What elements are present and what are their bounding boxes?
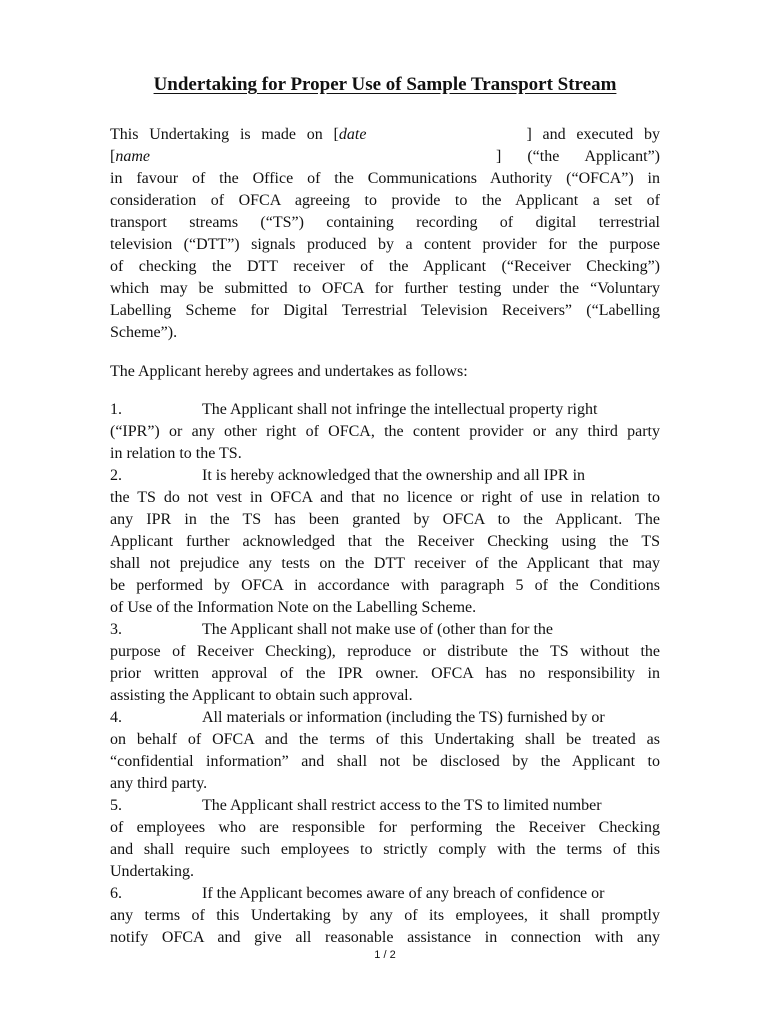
intro-line-8: which may be submitted to OFCA for further testing under the “Voluntary: [110, 280, 660, 297]
item-number: 1.: [110, 401, 122, 418]
item-4-line: any third party.: [110, 775, 208, 792]
item-2-line: any IPR in the TS has been granted by OFCA to the Applicant. The: [110, 511, 660, 528]
item-number: 5.: [110, 797, 122, 814]
intro-text: ] and executed by: [526, 126, 661, 143]
name-placeholder: name: [115, 148, 150, 165]
item-2-line: of Use of the Information Note on the Labelling Scheme.: [110, 599, 477, 616]
item-2-line: be performed by OFCA in accordance with paragraph 5 of the Conditions: [110, 577, 660, 594]
item-number: 3.: [110, 621, 122, 638]
date-placeholder: date: [338, 126, 367, 143]
item-6-first-line: [110, 883, 660, 905]
intro-line-1: [110, 124, 660, 146]
item-6-line: notify OFCA and give all reasonable assistance in connection with any: [110, 929, 660, 946]
item-4-line: on behalf of OFCA and the terms of this Undertaking shall be treated as: [110, 731, 660, 748]
item-2-first-line: [110, 465, 660, 487]
page-number: 1 / 2: [374, 949, 396, 961]
intro-line-10: Scheme”).: [110, 324, 178, 341]
intro-line-4: consideration of OFCA agreeing to provide to the Applicant a set of: [110, 192, 660, 209]
item-1-first-line: [110, 399, 660, 421]
item-4-line: “confidential information” and shall not be disclosed by the Applicant to: [110, 753, 660, 770]
agrees-paragraph: The Applicant hereby agrees and undertakes as follows:: [110, 363, 468, 380]
item-3-line: prior written approval of the IPR owner. OFCA has no responsibility in: [110, 665, 660, 682]
intro-text: [: [110, 148, 116, 165]
item-3-line: assisting the Applicant to obtain such approval.: [110, 687, 413, 704]
item-6-line: any terms of this Undertaking by any of its employees, it shall promptly: [110, 907, 660, 924]
item-5-first-line: [110, 795, 660, 817]
item-text: All materials or information (including the TS) furnished by or: [202, 709, 605, 726]
item-text: The Applicant shall not infringe the intellectual property right: [202, 401, 598, 418]
item-number: 6.: [110, 885, 122, 902]
item-2-line: the TS do not vest in OFCA and that no licence or right of use in relation to: [110, 489, 660, 506]
intro-line-7: of checking the DTT receiver of the Applicant (“Receiver Checking”): [110, 258, 660, 275]
intro-line-5: transport streams (“TS”) containing recording of digital terrestrial: [110, 214, 660, 231]
intro-text: ] (“the Applicant”): [495, 148, 660, 165]
item-text: It is hereby acknowledged that the ownership and all IPR in: [202, 467, 586, 484]
item-text: The Applicant shall restrict access to the TS to limited number: [202, 797, 602, 814]
item-2-line: shall not prejudice any tests on the DTT receiver of the Applicant that may: [110, 555, 660, 572]
intro-line-9: Labelling Scheme for Digital Terrestrial Television Receivers” (“Labelling: [110, 302, 660, 319]
item-5-line: and shall require such employees to strictly comply with the terms of this: [110, 841, 660, 858]
intro-line-2: [110, 146, 660, 168]
intro-line-3: in favour of the Office of the Communications Authority (“OFCA”) in: [110, 170, 660, 187]
item-1-line: (“IPR”) or any other right of OFCA, the content provider or any third party: [110, 423, 660, 440]
item-1-line: in relation to the TS.: [110, 445, 242, 462]
item-number: 2.: [110, 467, 122, 484]
item-5-line: of employees who are responsible for performing the Receiver Checking: [110, 819, 660, 836]
item-2-line: Applicant further acknowledged that the Receiver Checking using the TS: [110, 533, 660, 550]
item-5-line: Undertaking.: [110, 863, 194, 880]
document-title: Undertaking for Proper Use of Sample Transport Stream: [153, 74, 617, 95]
item-3-first-line: [110, 619, 660, 641]
intro-line-6: television (“DTT”) signals produced by a content provider for the purpose: [110, 236, 660, 253]
item-text: The Applicant shall not make use of (other than for the: [202, 621, 554, 638]
item-4-first-line: [110, 707, 660, 729]
item-text: If the Applicant becomes aware of any breach of confidence or: [202, 885, 605, 902]
item-3-line: purpose of Receiver Checking), reproduce or distribute the TS without the: [110, 643, 660, 660]
intro-text: This Undertaking is made on [: [110, 126, 339, 143]
item-number: 4.: [110, 709, 122, 726]
